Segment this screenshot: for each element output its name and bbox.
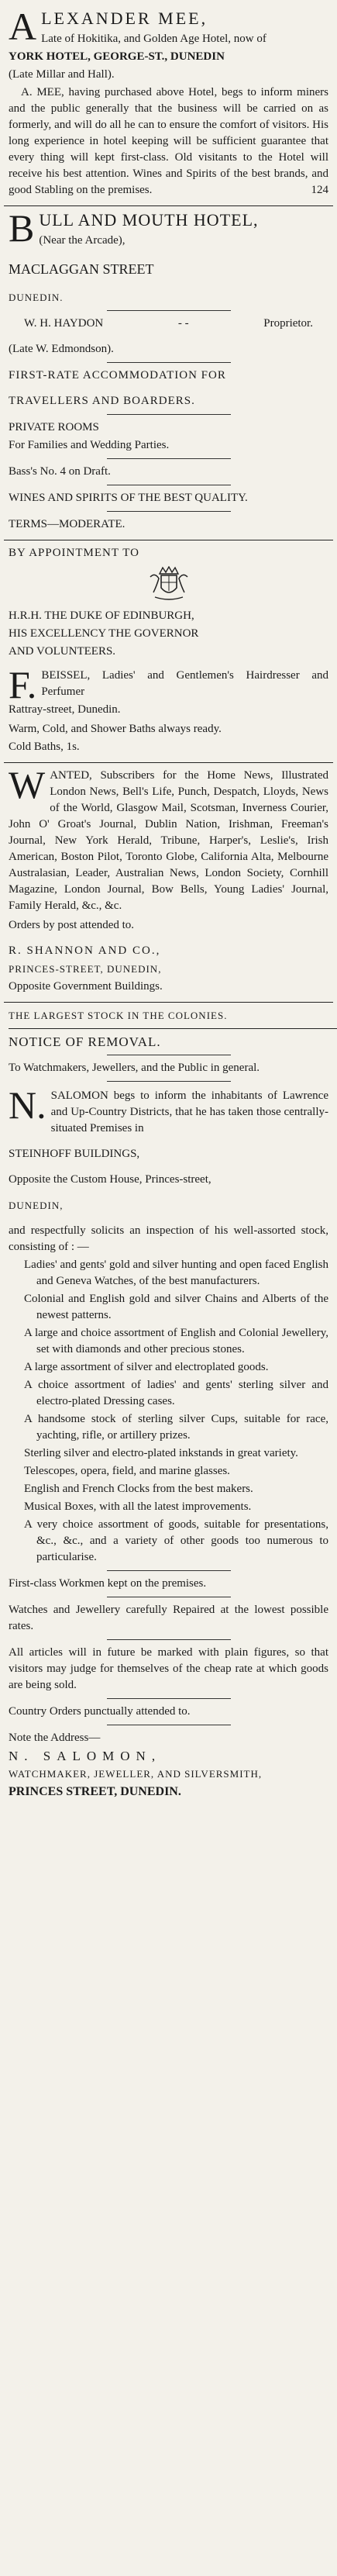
appointment-line: BY APPOINTMENT TO [9, 547, 139, 559]
divider [107, 362, 231, 363]
divider [107, 1639, 231, 1640]
list-item: A handsome stock of sterling silver Cups, suitable for race, yachting, rifle, or artillery prizes. [24, 1413, 328, 1442]
city-line: DUNEDIN, [9, 1200, 64, 1211]
divider [107, 1570, 231, 1571]
list-item: A large and choice assortment of English and Colonial Jewellery, set with diamonds and other precious stones. [24, 1327, 328, 1355]
newspaper-column [4, 0, 333, 1807]
beissel-body-2: Rattray-street, Dunedin. [9, 703, 121, 716]
country-orders-line: Country Orders punctually attended to. [9, 1705, 191, 1718]
divider [107, 414, 231, 415]
bass-line: Bass's No. 4 on Draft. [9, 465, 111, 478]
list-item: A very choice assortment of goods, suitable for presentations, &c., &c., and a variety of other goods too numerous to particularise. [24, 1518, 328, 1563]
ad-heading: ULL AND MOUTH HOTEL, [39, 210, 259, 230]
building-line: STEINHOFF BUILDINGS, [9, 1148, 140, 1160]
accommodation-line: FIRST-RATE ACCOMMODATION FOR [9, 369, 226, 382]
ad-beissel [4, 540, 333, 763]
list-item: English and French Clocks from the best makers. [24, 1483, 253, 1495]
dropcap-b: B [9, 209, 35, 250]
firm-address: PRINCES-STREET, DUNEDIN, [9, 963, 162, 975]
salomon-name: N. SALOMON, [9, 1749, 162, 1763]
firm-opposite: Opposite Government Buildings. [9, 980, 163, 993]
royal-crest-icon [147, 566, 191, 602]
ad-salomon [4, 1003, 333, 1807]
beissel-body-4: Cold Baths, 1s. [9, 741, 80, 753]
stock-list [9, 1257, 328, 1566]
terms-line: TERMS—MODERATE. [9, 518, 126, 530]
hotel-name: YORK HOTEL, GEORGE-ST., DUNEDIN [9, 50, 225, 63]
ad-heading: LEXANDER MEE, [41, 9, 208, 28]
orders-line: Orders by post attended to. [9, 919, 135, 931]
dropcap-w: W [9, 766, 46, 806]
salomon-intro: SALOMON begs to inform the inhabitants of Lawrence and Up-Country Districts, that he has taken those centrally-situated Premises in [50, 1089, 328, 1134]
list-item: Colonial and English gold and silver Chains and Alberts of the newest patterns. [24, 1293, 328, 1321]
travellers-line: TRAVELLERS AND BOARDERS. [9, 395, 195, 407]
private-rooms-line: PRIVATE ROOMS [9, 421, 99, 433]
salomon-trade: WATCHMAKER, JEWELLER, AND SILVERSMITH, [9, 1768, 263, 1780]
dropcap-a: A [9, 5, 37, 48]
solicits-line: and respectfully solicits an inspection of his well-assorted stock, consisting of : — [9, 1224, 328, 1253]
proprietor-name: W. H. HAYDON [24, 317, 104, 330]
opposite-line: Opposite the Custom House, Princes-street, [9, 1173, 211, 1186]
ad-number: 124 [311, 184, 328, 196]
beissel-body [9, 666, 328, 720]
divider [107, 458, 231, 459]
ad-york-hotel [4, 5, 333, 206]
ad-bull-and-mouth [4, 206, 333, 540]
notice-line: NOTICE OF REMOVAL. [9, 1034, 161, 1049]
list-item: Telescopes, opera, field, and marine glasses. [24, 1465, 230, 1477]
repaired-line: Watches and Jewellery carefully Repaired at the lowest possible rates. [9, 1604, 328, 1632]
list-item: Sterling silver and electro-plated inkstands in great variety. [24, 1447, 298, 1459]
plain-figures-line: All articles will in future be marked with plain figures, so that visitors may judge for themselves of the cheap rate at which goods are being sold. [9, 1646, 328, 1691]
firm-name: R. SHANNON AND CO., [9, 944, 161, 957]
divider [107, 511, 231, 512]
list-item: Musical Boxes, with all the latest improvements. [24, 1500, 252, 1513]
hotel-late: (Late Millar and Hall). [9, 68, 115, 81]
ad-shannon [4, 763, 333, 1003]
street-name: MACLAGGAN STREET [9, 261, 154, 277]
wines-line: WINES AND SPIRITS OF THE BEST QUALITY. [9, 492, 248, 504]
divider [107, 1081, 231, 1082]
governor-line: HIS EXCELLENCY THE GOVERNOR [9, 627, 199, 640]
proprietor-line [9, 316, 328, 332]
dropcap-f: F. [9, 666, 37, 706]
note-line: Note the Address— [9, 1732, 101, 1744]
dropcap-n: N. [9, 1086, 46, 1127]
divider [107, 310, 231, 311]
beissel-body-3: Warm, Cold, and Shower Baths always ready. [9, 723, 222, 735]
proprietor-role: Proprietor. [263, 317, 313, 330]
beissel-body-1: BEISSEL, Ladies' and Gentlemen's Hairdresser and Perfumer [41, 669, 328, 698]
stock-line: THE LARGEST STOCK IN THE COLONIES. [9, 1010, 228, 1021]
ad-body [9, 85, 328, 199]
list-item: Ladies' and gents' gold and silver hunting and open faced English and Geneva Watches, of the best manufacturers. [24, 1259, 328, 1287]
families-line: For Families and Wedding Parties. [9, 439, 170, 451]
ad-body-text: A. MEE, having purchased above Hotel, begs to inform miners and the public generally that the business will be carried on as formerly, and will do all he can to ensure the comfort of visitors. His long experience in hotel keeping will be sufficient guarantee that every thing will kept first-class. Old visitants to the Hotel will receive his best attention. Wines and Spirits of the best brands, and good Stabling on the premises. [9, 86, 328, 196]
list-item: A choice assortment of ladies' and gents' sterling silver and electro-plated Dressing cases. [24, 1379, 328, 1407]
shannon-body: ANTED, Subscribers for the Home News, Illustrated London News, Bell's Life, Punch, Despatch, Lloyds, News of the World, Glasgow Mail, Scotsman, Inverness Courier, John O' Groat's Journal, Dublin Nation, Irishman, Freeman's Journal, New York Herald, Tribune, Harper's, Leslie's, Irish American, Boston Pilot, Toronto Globe, California Alta, Melbourne Australasian, Leader, Australian News, London Society, Cornhill Magazine, London Journal, Bow Bells, Young Ladies' Journal, Family Herald, &c., &c. [9, 769, 328, 912]
divider [107, 1698, 231, 1699]
volunteers-line: AND VOLUNTEERS. [9, 645, 116, 658]
list-item: A large assortment of silver and electroplated goods. [24, 1361, 269, 1373]
to-line: To Watchmakers, Jewellers, and the Public in general. [9, 1062, 260, 1074]
city-name: DUNEDIN. [9, 292, 64, 303]
ad-subheading: Late of Hokitika, and Golden Age Hotel, now of [41, 33, 267, 45]
duke-line: H.R.H. THE DUKE OF EDINBURGH, [9, 609, 194, 622]
proprietor-sep: - - [177, 317, 189, 330]
ad-subheading: (Near the Arcade), [39, 234, 126, 247]
workmen-line: First-class Workmen kept on the premises. [9, 1577, 207, 1590]
divider [9, 1028, 337, 1029]
salomon-street: PRINCES STREET, DUNEDIN. [9, 1785, 181, 1798]
late-line: (Late W. Edmondson). [9, 343, 114, 355]
